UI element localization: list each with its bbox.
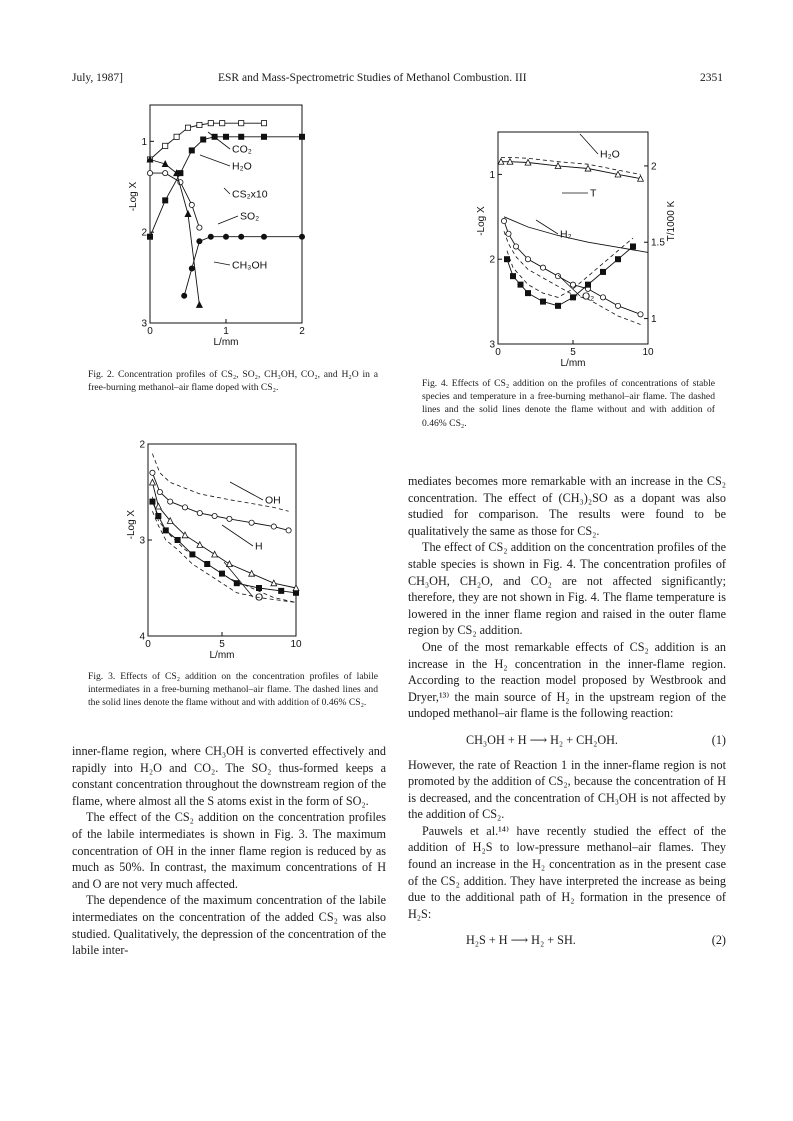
- x-tick-label: 10: [290, 639, 302, 650]
- equation-2: [408, 932, 726, 949]
- data-point: [147, 234, 152, 239]
- data-point: [223, 234, 228, 239]
- data-point: [513, 244, 518, 249]
- y-tick-label: 2: [139, 439, 145, 451]
- data-point: [504, 257, 509, 262]
- data-point: [600, 269, 605, 274]
- figure-2-caption: Fig. 2. Concentration profiles of CS₂, SO₂, CH₃OH, CO₂, and H₂O in a free-burning methanol–air flame doped with CS₂.: [88, 369, 378, 394]
- data-point: [271, 580, 277, 586]
- data-point: [279, 588, 284, 593]
- series-label: CO₂: [232, 143, 252, 156]
- data-point: [227, 516, 232, 521]
- data-point: [249, 520, 254, 525]
- data-point: [585, 282, 590, 287]
- data-point: [150, 499, 155, 504]
- y2-tick-label: 1: [651, 314, 657, 326]
- x-axis-label: L/mm: [560, 358, 586, 369]
- data-point: [223, 134, 228, 139]
- data-point: [286, 528, 291, 533]
- data-point: [150, 479, 156, 485]
- running-header-left: July, 1987]: [72, 72, 124, 84]
- label-leader: [214, 262, 230, 265]
- data-point: [163, 198, 168, 203]
- data-point: [239, 234, 244, 239]
- data-point: [525, 291, 530, 296]
- paragraph: One of the most remarkable effects of CS₂ addition is an increase in the H₂ concentration in the inner-flame region. According to the reaction model proposed by Westbrook and Dryer,¹³⁾ the main source of H₂ in the upstream region of the undoped methanol–air flame is the following reaction:: [408, 639, 726, 721]
- page-number: 2351: [700, 72, 723, 84]
- paragraph: Pauwels et al.¹⁴⁾ have recently studied the effect of the addition of H₂S to low-pressure methanol–air flames. They found an increase in the H₂ concentration as in the present case of the CS₂ addition. They have interpreted the increase as being due to the additional path of H₂ formation in the presence of H₂S:: [408, 823, 726, 921]
- data-point: [147, 171, 152, 176]
- data-point: [189, 202, 194, 207]
- figure-4-chart: [470, 100, 695, 369]
- data-point: [525, 257, 530, 262]
- data-point: [168, 499, 173, 504]
- data-point: [555, 303, 560, 308]
- data-point: [155, 503, 161, 509]
- data-point: [182, 505, 187, 510]
- label-leader: [224, 562, 253, 597]
- data-point: [197, 542, 203, 548]
- x-tick-label: 10: [642, 347, 654, 358]
- data-point: [540, 299, 545, 304]
- label-leader: [580, 134, 598, 154]
- series-label: H₂: [560, 228, 572, 241]
- y-tick-label: 2: [141, 227, 147, 239]
- data-point: [299, 234, 304, 239]
- data-point: [197, 511, 202, 516]
- paragraph: The effect of CS₂ addition on the concentration profiles of the stable species is shown in Fig. 4. The concentration profiles of CH₃OH, CH₂O, and CO₂ are not affected significantly; therefore, they are not shown in Fig. 4. The flame temperature is lowered in the inner flame region and raised in the outer flame region by CS₂ addition.: [408, 540, 726, 638]
- data-point: [600, 295, 605, 300]
- data-point: [174, 134, 179, 139]
- y2-axis-label: T/1000 K: [666, 200, 677, 242]
- data-point: [510, 274, 515, 279]
- data-point: [630, 244, 635, 249]
- data-point: [175, 537, 180, 542]
- x-tick-label: 0: [145, 639, 151, 650]
- figure-3-chart: [118, 432, 343, 664]
- data-point: [261, 234, 266, 239]
- series-label: O₂: [582, 290, 595, 303]
- series-label: SO₂: [240, 210, 260, 223]
- series-line: [150, 137, 302, 237]
- data-point: [506, 231, 511, 236]
- series-label: O: [255, 591, 264, 604]
- figure-3-caption: Fig. 3. Effects of CS₂ addition on the concentration profiles of labile intermediates in a free-burning methanol–air flame. The dashed lines and the solid lines denote the flame without and with addition of 0.46% CS₂.: [88, 671, 378, 709]
- left-text-column: [72, 743, 386, 959]
- y-tick-label: 1: [141, 136, 147, 148]
- y-axis-label: -Log X: [126, 509, 137, 540]
- series-label: H₂O: [232, 160, 252, 173]
- y-tick-label: 3: [489, 339, 495, 351]
- data-point: [157, 489, 162, 494]
- data-point: [185, 211, 191, 217]
- series-line: [152, 502, 296, 593]
- paragraph: inner-flame region, where CH₃OH is converted effectively and rapidly into H₂O and CO₂. The SO₂ thus-formed keeps a constant concentration throughout the downstream region of the flame, where almost all the S atoms exist in the form of SO₂.: [72, 744, 386, 808]
- data-point: [570, 295, 575, 300]
- y-axis-label: -Log X: [476, 206, 487, 236]
- data-point: [208, 234, 213, 239]
- data-point: [615, 303, 620, 308]
- y-tick-label: 1: [489, 169, 495, 181]
- x-tick-label: 2: [299, 326, 305, 337]
- series-line-undoped: [152, 494, 296, 603]
- series-line-undoped: [504, 228, 641, 324]
- equation-1: [408, 732, 726, 749]
- x-tick-label: 5: [219, 639, 225, 650]
- label-leader: [224, 188, 230, 194]
- y-tick-label: 4: [139, 631, 145, 643]
- series-line: [504, 217, 648, 253]
- series-label: T: [590, 187, 597, 200]
- data-point: [615, 257, 620, 262]
- data-point: [239, 121, 244, 126]
- paragraph: The dependence of the maximum concentration of the labile intermediates on the concentration of the added CS₂ was also studied. Qualitatively, the depression of the concentration of the labile inter-: [72, 893, 386, 958]
- x-tick-label: 5: [570, 347, 576, 358]
- x-tick-label: 1: [223, 326, 229, 337]
- label-leader: [218, 216, 238, 224]
- x-axis-label: L/mm: [213, 337, 239, 348]
- y-axis-label: -Log X: [128, 181, 139, 212]
- figure-2-chart: [120, 100, 340, 355]
- label-leader: [230, 482, 263, 500]
- data-point: [197, 122, 202, 127]
- y-tick-label: 2: [489, 254, 495, 266]
- plot-frame: [148, 444, 296, 636]
- figure-4-caption: Fig. 4. Effects of CS₂ addition on the profiles of concentrations of stable species and temperature in a free-burning methanol–air flame. The dashed lines and the solid lines denote the flame without and with addition of 0.46% CS₂.: [422, 378, 715, 429]
- x-axis-label: L/mm: [209, 650, 235, 661]
- series-line: [150, 160, 199, 305]
- paragraph: The effect of the CS₂ addition on the concentration profiles of the labile intermediates is shown in Fig. 3. The maximum concentration of OH in the inner flame region is reduced by as much as 50%. In contrast, the maximum concentrations of H and O are not very much affected.: [72, 810, 386, 891]
- data-point: [249, 571, 255, 577]
- data-point: [234, 581, 239, 586]
- data-point: [163, 143, 168, 148]
- data-point: [189, 266, 194, 271]
- y-tick-label: 3: [141, 318, 147, 330]
- right-text-column: [408, 473, 726, 957]
- data-point: [212, 513, 217, 518]
- y2-tick-label: 1.5: [651, 237, 665, 249]
- data-point: [201, 137, 206, 142]
- y2-tick-label: 2: [651, 161, 657, 173]
- series-label: H: [255, 540, 263, 553]
- data-point: [212, 551, 218, 557]
- data-point: [261, 121, 266, 126]
- paragraph: mediates becomes more remarkable with an increase in the CS₂ concentration. The effect of (CH₃)₂SO as a dopant was also studied for comparison. The results were found to be qualitatively the same as those for CS₂.: [408, 474, 726, 538]
- data-point: [271, 524, 276, 529]
- equation-2-number: (2): [711, 933, 726, 948]
- x-tick-label: 0: [147, 326, 153, 337]
- equation-1-number: (1): [711, 732, 726, 747]
- series-label: OH: [265, 494, 281, 507]
- data-point: [220, 121, 225, 126]
- data-point: [189, 148, 194, 153]
- data-point: [570, 282, 575, 287]
- label-leader: [222, 525, 253, 546]
- series-label: H₂O: [600, 148, 620, 161]
- data-point: [239, 134, 244, 139]
- data-point: [299, 134, 304, 139]
- data-point: [197, 302, 203, 308]
- data-point: [638, 312, 643, 317]
- plot-frame: [498, 132, 648, 344]
- x-tick-label: 0: [495, 347, 501, 358]
- equation-1-formula: CH₃OH + H ⟶ H₂ + CH₂OH.: [466, 732, 618, 747]
- equation-2-formula: H₂S + H ⟶ H₂ + SH.: [466, 933, 576, 948]
- data-point: [182, 293, 187, 298]
- running-header-title: ESR and Mass-Spectrometric Studies of Methanol Combustion. III: [218, 72, 527, 84]
- data-point: [555, 274, 560, 279]
- data-point: [540, 265, 545, 270]
- label-leader: [200, 155, 230, 166]
- data-point: [163, 171, 168, 176]
- paragraph: However, the rate of Reaction 1 in the inner-flame region is not promoted by the addition of CS₂, because the concentration of H is decreased, and the concentration of CH₃OH is not affected by the addition of CS₂.: [408, 757, 726, 822]
- data-point: [518, 282, 523, 287]
- data-point: [205, 561, 210, 566]
- series-label: CS₂x10: [232, 188, 268, 201]
- data-point: [197, 225, 202, 230]
- data-point: [197, 239, 202, 244]
- data-point: [256, 585, 261, 590]
- data-point: [208, 121, 213, 126]
- data-point: [261, 134, 266, 139]
- data-point: [185, 125, 190, 130]
- data-point: [501, 218, 506, 223]
- series-label: CH₃OH: [232, 259, 268, 272]
- label-leader: [536, 220, 558, 234]
- data-point: [150, 470, 155, 475]
- y-tick-label: 3: [139, 535, 145, 547]
